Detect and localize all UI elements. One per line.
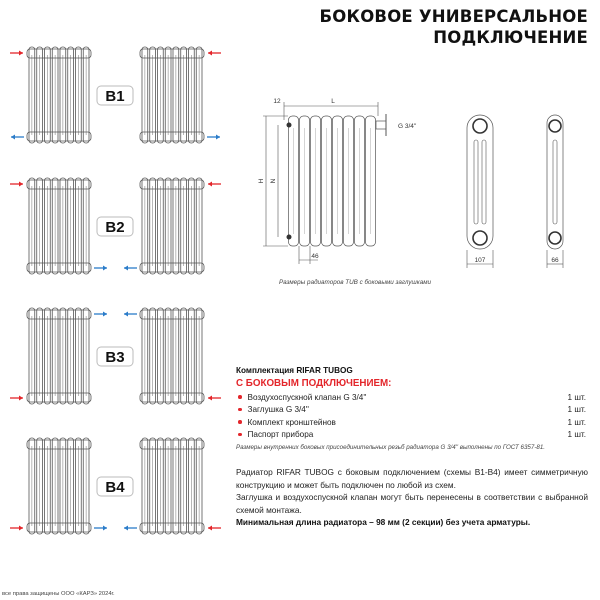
bullet-icon [238,420,242,424]
nipple-icon [473,231,487,245]
arrow-head-icon [11,135,15,140]
scheme-label: B1 [105,88,125,105]
arrow-head-icon [208,526,212,531]
arrow-head-icon [208,396,212,401]
dim-offset: 12 [273,98,281,105]
radiator-icon [27,308,91,404]
drawing-caption: Размеры радиаторов TUB с боковыми заглушками [278,279,432,286]
kit-item [236,416,586,429]
kit-item-qty: 1 шт. [567,417,586,427]
kit-item-qty: 1 шт. [567,392,586,402]
arrow-head-icon [103,312,107,317]
bullet-icon [238,433,242,437]
scheme-label: B3 [105,349,125,366]
kit-heading: Комплектация RIFAR TUBOG [236,366,353,375]
radiator-icon [140,47,204,143]
dim-depth: 66 [551,257,559,264]
arrow-head-icon [208,51,212,56]
nipple-icon [549,120,561,132]
kit-item-name: Комплект кронштейнов [236,418,336,427]
kit-note: Размеры внутренних боковых присоединительных резьб радиатора G 3/4'' выполнены по ГОСТ 6357-81. [236,444,545,451]
bullet-icon [238,395,242,399]
arrow-head-icon [216,135,220,140]
description [236,466,588,529]
side-view-2col [547,115,563,249]
radiator-icon [27,47,91,143]
scheme-label: B2 [105,219,125,236]
page-title: БОКОВОЕ УНИВЕРСАЛЬНОЕ ПОДКЛЮЧЕНИЕ [319,7,588,47]
scheme-label: B4 [105,479,125,496]
description-p3: Минимальная длина радиатора – 98 мм (2 секции) без учета арматуры. [236,517,531,528]
radiator-icon [140,308,204,404]
bullet-icon [238,408,242,412]
valve-icon [287,235,292,240]
arrow-head-icon [103,526,107,531]
technical-drawing [250,90,595,280]
radiator-icon [27,438,91,534]
kit-item [236,429,586,442]
description-p2: Заглушка и воздухоспускной клапан могут быть перенесены в соответствии с выбранной схемой монтажа. [236,492,588,515]
side-plug [376,121,386,129]
radiator-icon [140,438,204,534]
arrow-head-icon [19,526,23,531]
connection-schemes [0,0,235,560]
kit-item-name: Заглушка G 3/4'' [236,405,309,414]
dim-axis: N [270,178,277,184]
arrow-head-icon [124,266,128,271]
dim-depth: 107 [474,257,486,264]
valve-icon [287,123,292,128]
radiator-icon [27,178,91,274]
kit-item-name: Паспорт прибора [236,430,313,439]
arrow-head-icon [124,526,128,531]
dim-length: L [331,98,335,105]
kit-item [236,404,586,417]
arrow-head-icon [19,51,23,56]
arrow-head-icon [19,182,23,187]
kit-section [236,366,586,451]
arrow-head-icon [208,182,212,187]
kit-subheading: С БОКОВЫМ ПОДКЛЮЧЕНИЕМ: [236,378,392,389]
arrow-head-icon [19,396,23,401]
dim-height: H [258,178,265,184]
kit-item-qty: 1 шт. [567,430,586,440]
description-p1: Радиатор RIFAR TUBOG с боковым подключением (схемы В1-В4) имеет симметричную конструкцию и может быть подключен по любой из схем. [236,467,588,490]
kit-item-qty: 1 шт. [567,405,586,415]
dim-thread: G 3/4'' [398,123,417,130]
arrow-head-icon [124,312,128,317]
radiator-icon [140,178,204,274]
arrow-head-icon [103,266,107,271]
nipple-icon [473,119,487,133]
side-view-3col [467,115,493,249]
kit-item-name: Воздухоспускной клапан G 3/4'' [236,393,367,402]
copyright-footer: все права защищены ООО «КАРЗ» 2024г. [2,591,115,597]
nipple-icon [549,232,561,244]
kit-item [236,391,586,404]
kit-list [236,391,586,441]
dim-pitch: 46 [311,253,319,260]
